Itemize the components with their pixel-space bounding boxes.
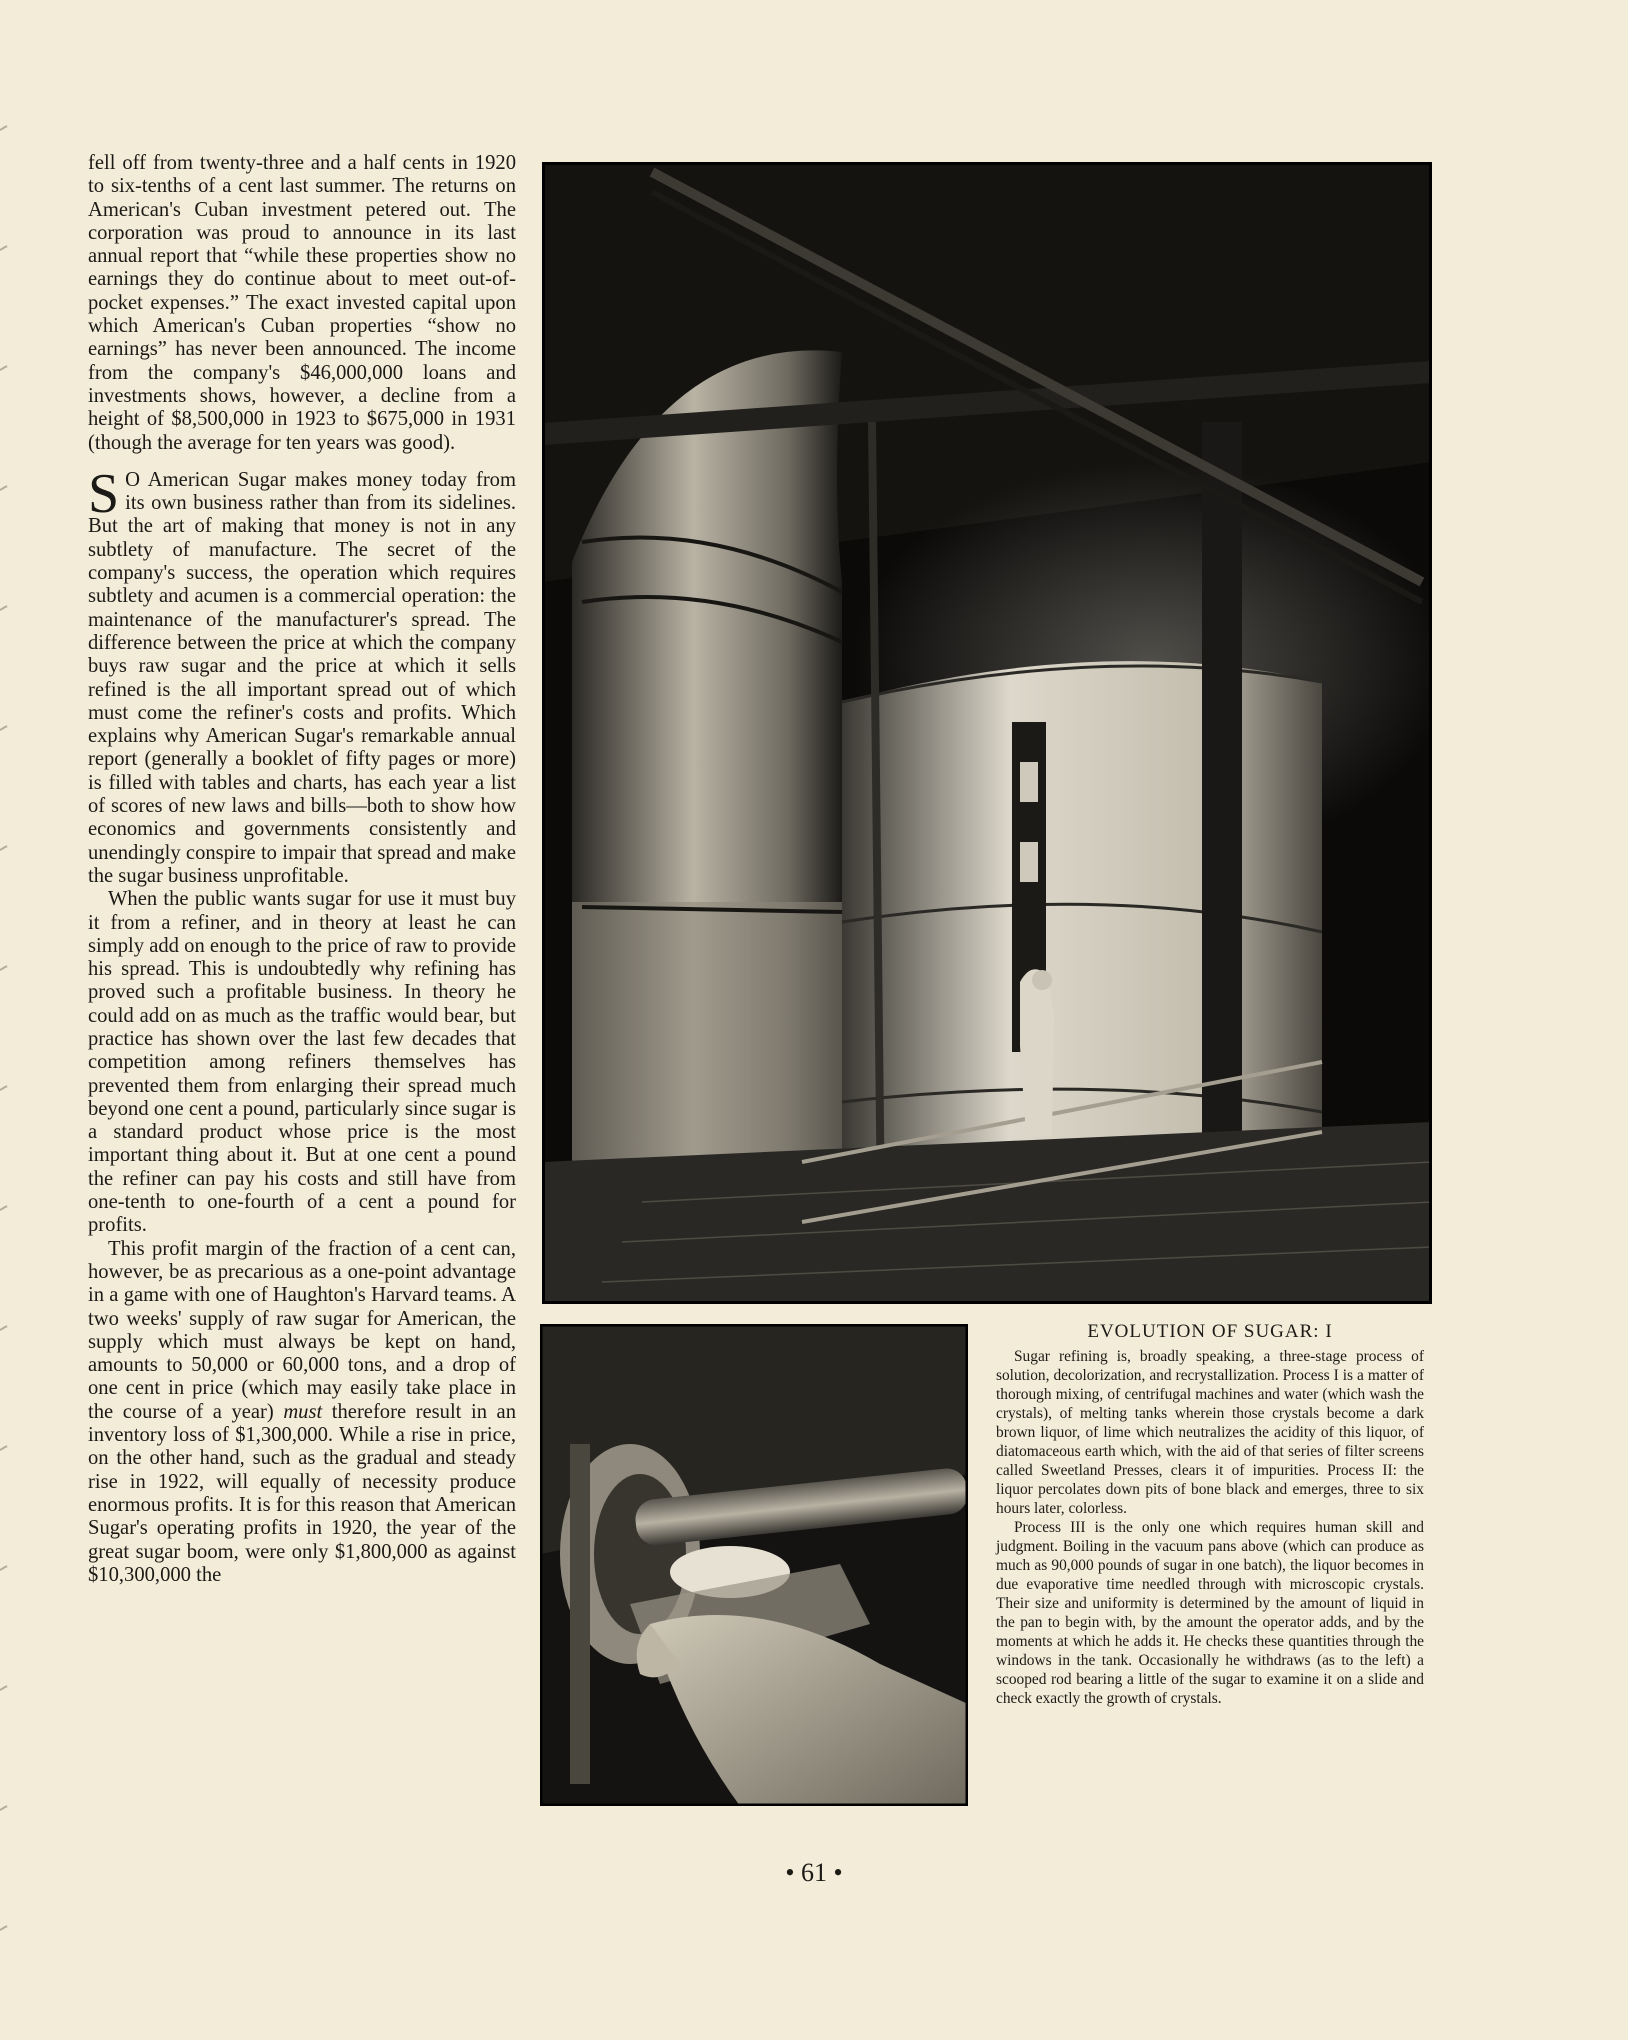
article-paragraph-2 — [88, 462, 516, 888]
emphasis-must: must — [283, 1400, 323, 1423]
page-number: • 61 • — [785, 1858, 843, 1887]
article-paragraph-4-cont: therefore result in an inventory loss of $1,300,000. While a rise in price, on the other hand, such as the gradual and steady rise in 1922, will equally of necessity produce enormous profits. It is for this reason that American Sugar's operating profits in 1920, the year of the great sugar boom, were only $1,800,000 as against $10,300,000 the — [88, 1400, 516, 1586]
article-column — [88, 152, 516, 1587]
sugar-sample-photo — [540, 1324, 968, 1806]
drop-cap: S — [88, 462, 120, 525]
caption-paragraph-1: Sugar refining is, broadly speaking, a three-stage process of solution, decolorization, and recrystallization. Process I is a matter of thorough mixing, of centrifugal machines and water (which wash the crystals), of melting tanks wherein those crystals become a dark brown liquor, of lime which neutralizes the acidity of this liquor, of diatomaceous earth which, with the aid of that series of filter screens called Sweetland Presses, clears it of impurities. Process II: the liquor percolates down pits of bone black and emerges, three to six hours later, colorless. — [996, 1348, 1424, 1517]
sugar-sample-illustration — [540, 1324, 968, 1806]
article-paragraph-3: When the public wants sugar for use it must buy it from a refiner, and in theory at least he can simply add on enough to the price of raw to provide his spread. This is undoubtedly why refining has proved such a profitable business. In theory he could add on as much as the traffic would bear, but practice has shown over the last few decades that competition among refiners themselves has prevented them from enlarging their spread much beyond one cent a pound, particularly since sugar is a standard product whose price is the most important thing about it. But at one cent a pound the refiner can pay his costs and still have from one-tenth to one-fourth of a cent a pound for profits. — [88, 888, 516, 1237]
article-paragraph-4 — [88, 1238, 516, 1587]
caption-paragraph-2: Process III is the only one which requires human skill and judgment. Boiling in the vacuum pans above (which can produce as much as 90,000 pounds of sugar in one batch), the liquor becomes in due evaporative time needled through with microscopic crystals. Their size and uniformity is determined by the amount of liquid in the pan to begin with, by the amount the operator adds, and by the moments at which he adds it. He checks these quantities through the windows in the tank. Occasionally he withdraws (as to the left) a scooped rod bearing a little of the sugar to examine it on a slide and check exactly the growth of crystals. — [996, 1519, 1424, 1707]
caption-title: EVOLUTION OF SUGAR: I — [1087, 1321, 1333, 1342]
article-paragraph-1: fell off from twenty-three and a half cents in 1920 to six-tenths of a cent last summer. The returns on American's Cuban investment petered out. The corporation was proud to announce in its last annual report that “while these properties show no earnings they do continue about to meet out-of-pocket expenses.” The exact invested capital upon which American's Cuban properties “show no earnings” has never been announced. The income from the company's $46,000,000 loans and investments shows, however, a decline from a height of $8,500,000 in 1923 to $675,000 in 1931 (though the average for ten years was good). — [88, 152, 516, 454]
photo-caption — [996, 1322, 1424, 1708]
article-paragraph-2-text: O American Sugar makes money today from its own business rather than from its sidelines. But the art of making that money is not in any subtlety of manufacture. The secret of the company's success, the operation which requires subtlety and acumen is a commercial operation: the maintenance of the manufacturer's spread. The difference between the price at which the company buys raw sugar and the price at which it sells refined is the all important spread out of which must come the refiner's costs and profits. Which explains why American Sugar's remarkable annual report (generally a booklet of fifty pages or more) is filled with tables and charts, has each year a list of scores of new laws and bills—both to show how economics and governments consistently and unendingly conspire to impair that spread and make the sugar business unprofitable. — [88, 468, 516, 887]
article-paragraph-4-text: This profit margin of the fraction of a cent can, however, be as precarious as a one-point advantage in a game with one of Haughton's Harvard teams. A two weeks' supply of raw sugar for American, the supply which must always be kept on hand, amounts to 50,000 or 60,000 tons, and a drop of one cent in price (which may easily take place in the course of a year) — [88, 1237, 516, 1423]
binding-marks — [0, 0, 14, 2040]
refinery-tanks-photo — [542, 162, 1432, 1304]
refinery-tanks-illustration — [542, 162, 1432, 1304]
